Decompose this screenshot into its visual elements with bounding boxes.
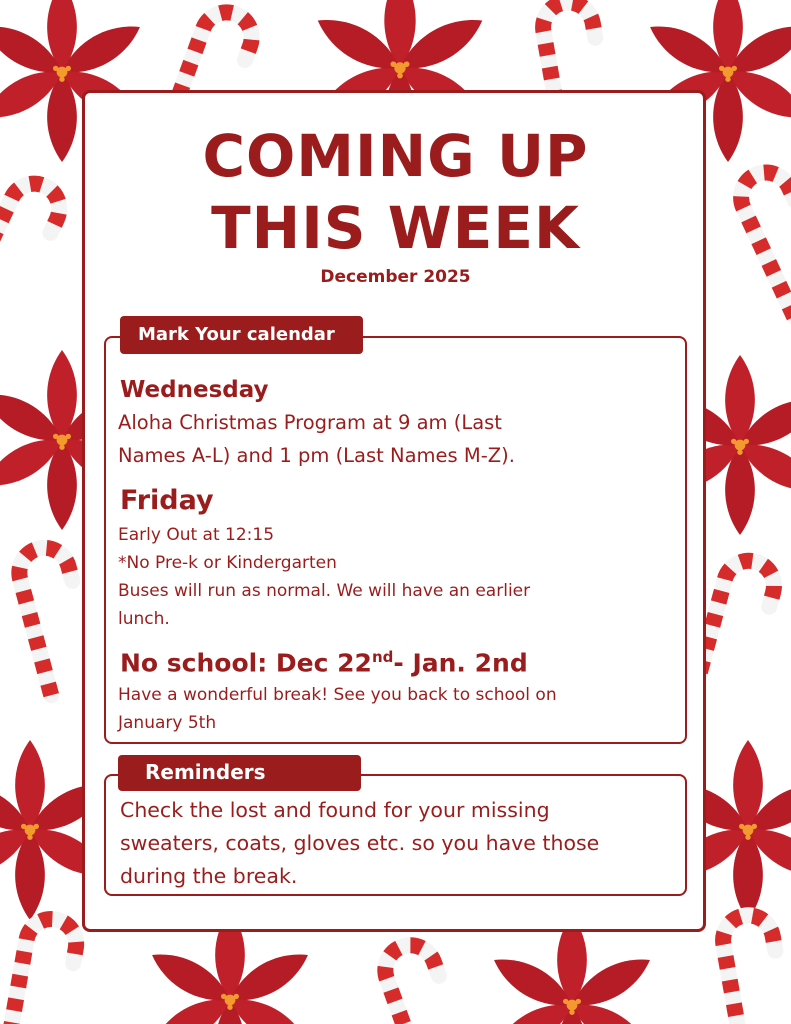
reminders-line-1: Check the lost and found for your missing: [120, 798, 550, 822]
friday-heading: Friday: [120, 485, 214, 516]
no-school-heading-sup: nd: [371, 648, 394, 666]
reminders-line-3: during the break.: [120, 864, 298, 888]
wednesday-line-1: Aloha Christmas Program at 9 am (Last: [118, 411, 502, 434]
date-subtitle: December 2025: [320, 267, 471, 287]
friday-line-1: Early Out at 12:15: [118, 525, 275, 545]
no-school-heading-pre: No school: Dec 22: [120, 648, 372, 678]
no-school-heading: [120, 648, 528, 677]
friday-line-3: Buses will run as normal. We will have an earlier: [118, 581, 531, 601]
title-line-1: COMING UP: [202, 122, 589, 190]
page-title: [0, 120, 791, 264]
calendar-tab-label: Mark Your calendar: [138, 324, 335, 345]
calendar-tab: [120, 316, 363, 354]
no-school-line-1: Have a wonderful break! See you back to school on: [118, 685, 557, 705]
no-school-heading-post: - Jan. 2nd: [393, 648, 528, 678]
friday-line-4: lunch.: [118, 609, 170, 629]
reminders-line-2: sweaters, coats, gloves etc. so you have those: [120, 831, 600, 855]
title-line-2: THIS WEEK: [211, 194, 580, 262]
reminders-tab-label: Reminders: [145, 760, 266, 784]
reminders-tab: [118, 755, 361, 791]
no-school-line-2: January 5th: [118, 713, 217, 733]
friday-line-2: *No Pre-k or Kindergarten: [118, 553, 337, 573]
wednesday-line-2: Names A-L) and 1 pm (Last Names M-Z).: [118, 444, 515, 467]
wednesday-heading: Wednesday: [120, 377, 269, 403]
